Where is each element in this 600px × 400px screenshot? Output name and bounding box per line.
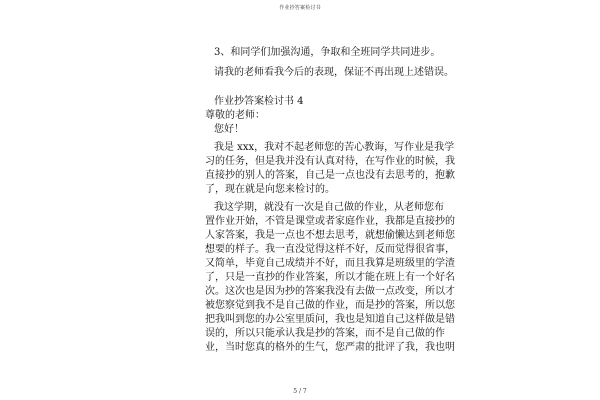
paragraph-line: 直接抄的别人的答案，自己是一点也没有去思考的，抱歉 <box>205 170 455 181</box>
paragraph-line: 了，只是一直抄的作业答案，所以才能在班上有一个好名 <box>205 272 455 283</box>
paragraph-line: 误的，所以只能承认我是抄的答案，而不是自己做的作 <box>205 328 445 339</box>
paragraph-line: 人家答案，我是一点也不想去思考，就想偷懒达到老师您 <box>205 230 455 241</box>
paragraph-line: 被您察觉到我不是自己做的作业，而是抄的答案，所以您 <box>205 300 455 311</box>
paragraph-line: 我是 xxx，我对不起老师您的苦心教诲，写作业是我学 <box>214 142 455 153</box>
page-header: 作业抄答案检讨书 <box>279 5 321 11</box>
section-title: 作业抄答案检讨书 4 <box>214 96 304 107</box>
prev-list-item: 3、和同学们加强沟通，争取和全班同学共同进步。 <box>214 47 441 58</box>
greeting: 您好！ <box>214 124 244 135</box>
paragraph-line: 习的任务，但是我并没有认真对待，在写作业的时候，我 <box>205 156 455 167</box>
paragraph-line: 又简单，毕竟自己成绩并不好，而且我算是班级里的学渣 <box>205 258 455 269</box>
paragraph-line: 业，当时您真的格外的生气，您严肃的批评了我，我也明 <box>205 342 455 353</box>
paragraph-line: 置作业开始，不管是课堂或者家庭作业，我都是直接抄的 <box>205 216 455 227</box>
prev-closing-line: 请我的老师看我今后的表现，保证不再出现上述错误。 <box>214 67 454 78</box>
salutation: 尊敬的老师： <box>205 110 265 121</box>
paragraph-line: 次。这次也是因为抄的答案我没有去做一点改变，所以才 <box>205 286 455 297</box>
paragraph-line: 我这学期，就没有一次是自己做的作业，从老师您布 <box>214 202 444 213</box>
page-number: 5 / 7 <box>293 388 307 395</box>
paragraph-line: 了，现在就是向您来检讨的。 <box>205 184 335 195</box>
paragraph-line: 想要的样子。我一直没觉得这样不好，反而觉得很省事， <box>205 244 455 255</box>
paragraph-line: 把我叫到您的办公室里质问，我也是知道自己这样做是错 <box>205 314 455 325</box>
